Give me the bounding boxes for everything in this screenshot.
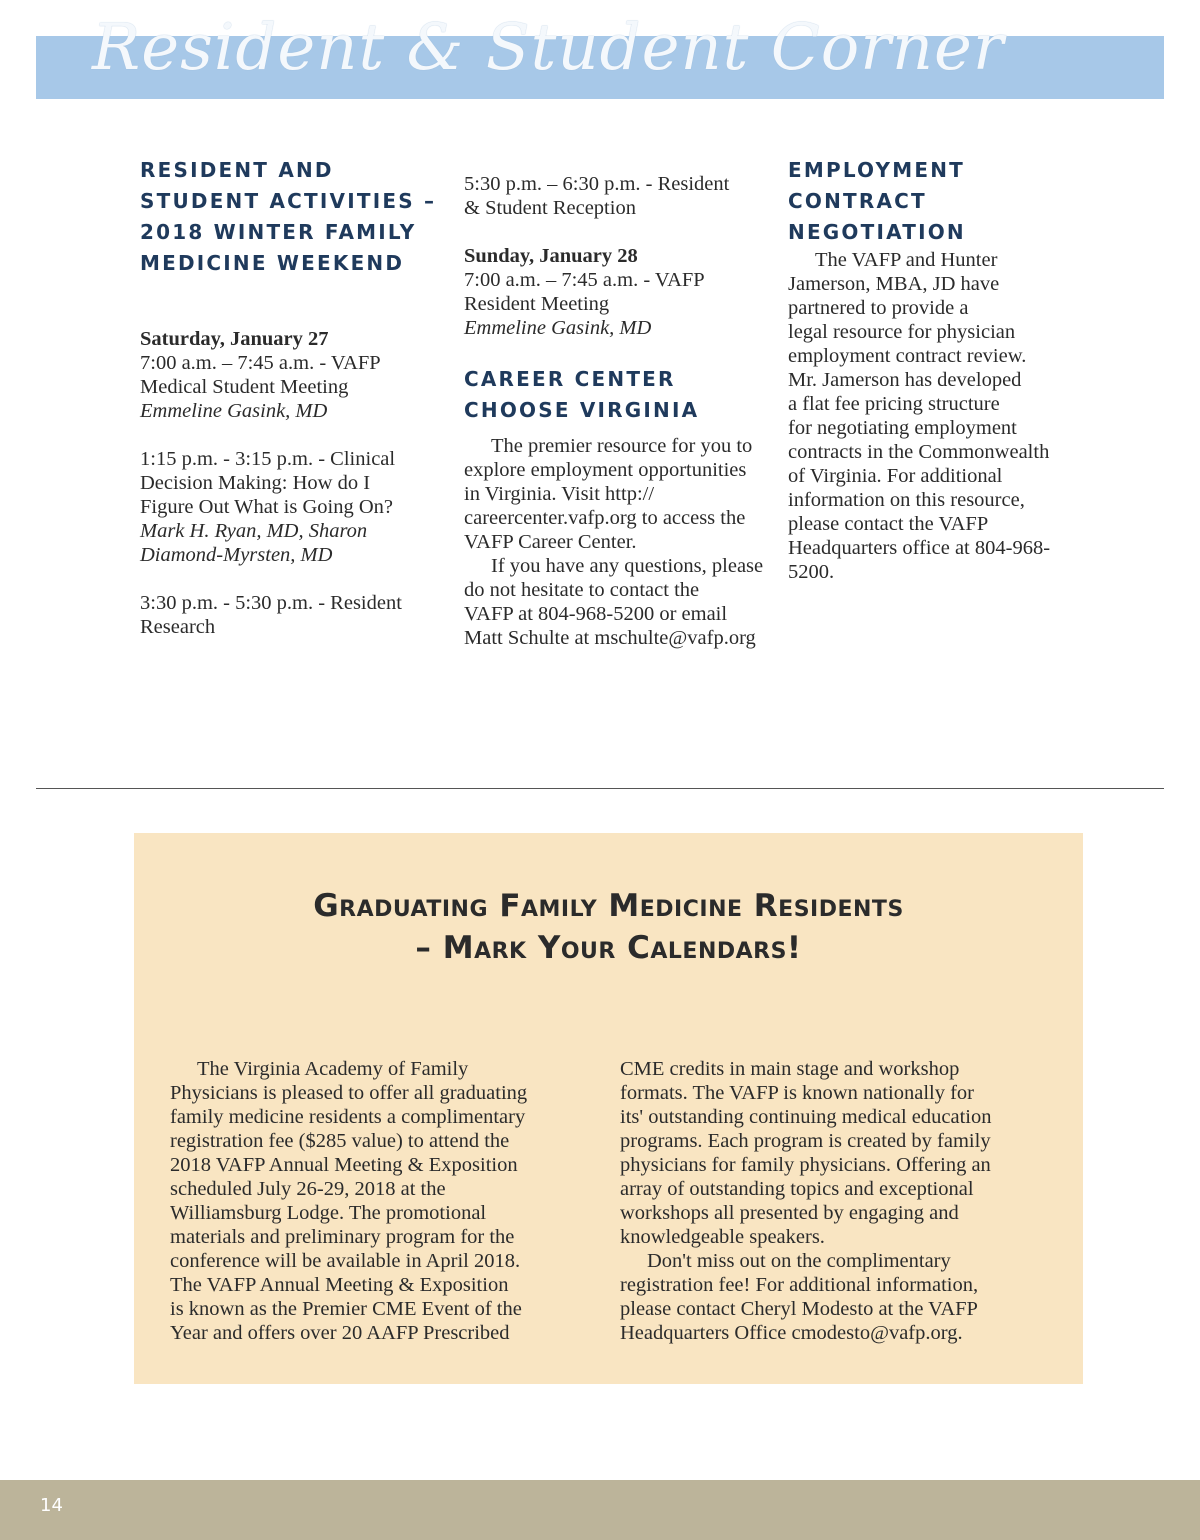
section-heading-career-center (464, 364, 769, 426)
text-line: The premier resource for you to (491, 435, 753, 457)
text-line: registration fee ($285 value) to attend the (170, 1130, 510, 1152)
event-line: Research (140, 616, 216, 638)
text-line: conference will be available in April 2018. (170, 1250, 521, 1272)
text-line: its' outstanding continuing medical education (620, 1106, 992, 1128)
event-speaker: Emmeline Gasink, MD (140, 400, 328, 422)
text-line: Williamsburg Lodge. The promotional (170, 1202, 487, 1224)
text-line: Don't miss out on the complimentary (647, 1250, 951, 1272)
text-line: VAFP at 804-968-5200 or email (464, 603, 728, 625)
event-time: 7:00 a.m. – 7:45 a.m. - VAFP (140, 352, 381, 374)
heading-line: 2018 WINTER FAMILY (140, 220, 417, 244)
text-line: please contact Cheryl Modesto at the VAFP (620, 1298, 978, 1320)
section-heading-employment-contract (788, 155, 1088, 248)
text-line: knowledgeable speakers. (620, 1226, 825, 1248)
text-line: 5200. (788, 561, 835, 583)
text-line: is known as the Premier CME Event of the (170, 1298, 522, 1320)
text-line: registration fee! For additional information, (620, 1274, 979, 1296)
text-line: a flat fee pricing structure (788, 393, 1000, 415)
day-sunday: Sunday, January 28 (464, 245, 638, 267)
text-line: Headquarters office at 804-968- (788, 537, 1051, 559)
text-line: programs. Each program is created by family (620, 1130, 991, 1152)
text-line: workshops all presented by engaging and (620, 1202, 959, 1224)
page-number: 14 (40, 1495, 63, 1516)
text-line: careercenter.vafp.org to access the (464, 507, 746, 529)
event-line: 3:30 p.m. - 5:30 p.m. - Resident (140, 592, 402, 614)
day-saturday: Saturday, January 27 (140, 328, 329, 350)
text-line: contracts in the Commonwealth (788, 441, 1050, 463)
text-line: family medicine residents a complimentary (170, 1106, 526, 1128)
callout-title-line: Graduating Family Medicine Residents (313, 888, 904, 924)
text-line: The Virginia Academy of Family (197, 1058, 469, 1080)
text-line: CME credits in main stage and workshop (620, 1058, 960, 1080)
event-speaker: Diamond-Myrsten, MD (140, 544, 333, 566)
heading-line: CONTRACT (788, 189, 927, 213)
column-career-center (464, 172, 769, 650)
text-line: employment contract review. (788, 345, 1027, 367)
callout-right-column (620, 1057, 1050, 1345)
event-title: Medical Student Meeting (140, 376, 349, 398)
text-line: Mr. Jamerson has developed (788, 369, 1022, 391)
text-line: for negotiating employment (788, 417, 1017, 439)
text-line: legal resource for physician (788, 321, 1016, 343)
event-line: 5:30 p.m. – 6:30 p.m. - Resident (464, 173, 730, 195)
text-line: Year and offers over 20 AAFP Prescribed (170, 1322, 510, 1344)
event-line: 7:00 a.m. – 7:45 a.m. - VAFP (464, 269, 705, 291)
text-line: in Virginia. Visit http:// (464, 483, 655, 505)
column-resident-activities (140, 155, 440, 639)
text-line: Matt Schulte at mschulte@vafp.org (464, 627, 756, 649)
heading-line: CHOOSE VIRGINIA (464, 398, 700, 422)
text-line: array of outstanding topics and exceptional (620, 1178, 974, 1200)
text-line: scheduled July 26-29, 2018 at the (170, 1178, 446, 1200)
event-speaker: Mark H. Ryan, MD, Sharon (140, 520, 368, 542)
text-line: formats. The VAFP is known nationally for (620, 1082, 974, 1104)
career-center-paragraph (464, 434, 769, 650)
text-line: The VAFP and Hunter (815, 249, 998, 271)
event-line: 1:15 p.m. - 3:15 p.m. - Clinical (140, 448, 396, 470)
event-line: & Student Reception (464, 197, 636, 219)
text-line: 2018 VAFP Annual Meeting & Exposition (170, 1154, 518, 1176)
text-line: information on this resource, (788, 489, 1025, 511)
text-line: Physicians is pleased to offer all graduating (170, 1082, 528, 1104)
graduating-residents-callout (134, 833, 1083, 1384)
text-line: do not hesitate to contact the (464, 579, 700, 601)
text-line: Headquarters Office cmodesto@vafp.org. (620, 1322, 963, 1344)
callout-title-line: – Mark Your Calendars! (415, 930, 802, 966)
column-employment-contract (788, 155, 1088, 584)
heading-line: RESIDENT AND (140, 158, 334, 182)
event-line: Figure Out What is Going On? (140, 496, 393, 518)
text-line: The VAFP Annual Meeting & Exposition (170, 1274, 509, 1296)
text-line: partnered to provide a (788, 297, 969, 319)
event-line: Decision Making: How do I (140, 472, 371, 494)
text-line: If you have any questions, please (491, 555, 764, 577)
heading-line: EMPLOYMENT (788, 158, 965, 182)
text-line: materials and preliminary program for the (170, 1226, 515, 1248)
section-divider (36, 788, 1164, 789)
text-line: explore employment opportunities (464, 459, 747, 481)
employment-contract-paragraph (788, 248, 1088, 584)
text-line: physicians for family physicians. Offering an (620, 1154, 991, 1176)
heading-line: CAREER CENTER (464, 367, 676, 391)
text-line: Jamerson, MBA, JD have (788, 273, 1000, 295)
banner-title: Resident & Student Corner (92, 11, 1005, 85)
callout-left-column (170, 1057, 580, 1345)
event-speaker: Emmeline Gasink, MD (464, 317, 652, 339)
section-heading-resident-activities (140, 155, 440, 279)
heading-line: NEGOTIATION (788, 220, 966, 244)
text-line: of Virginia. For additional (788, 465, 1003, 487)
heading-line: STUDENT ACTIVITIES – (140, 189, 437, 213)
footer-bar (0, 1480, 1200, 1540)
text-line: please contact the VAFP (788, 513, 989, 535)
heading-line: MEDICINE WEEKEND (140, 251, 405, 275)
callout-title (134, 885, 1083, 969)
text-line: VAFP Career Center. (464, 531, 637, 553)
event-line: Resident Meeting (464, 293, 610, 315)
